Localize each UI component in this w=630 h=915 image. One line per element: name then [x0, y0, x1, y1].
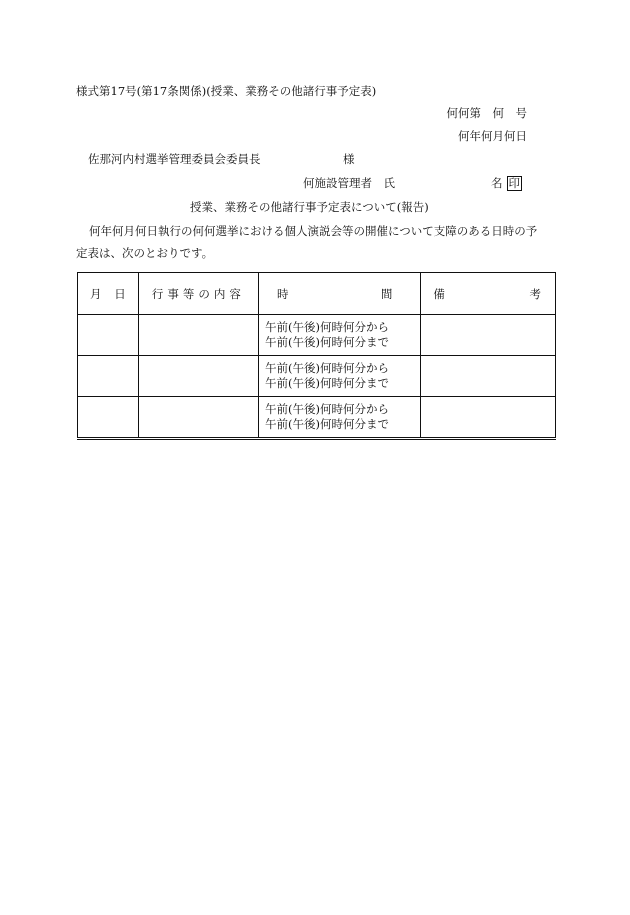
- table-row: [78, 356, 556, 397]
- subject-line: 授業、業務その他諸行事予定表について(報告): [190, 200, 429, 214]
- cell-remarks: [421, 397, 556, 439]
- header-time: 時 間: [259, 273, 421, 315]
- cell-date: [78, 397, 139, 439]
- sender-name-char: 名: [491, 176, 503, 190]
- cell-time: 午前(午後)何時何分から 午前(午後)何時何分まで: [259, 315, 421, 356]
- sender-title: 何施設管理者 氏: [303, 176, 395, 190]
- document-date: 何年何月何日: [458, 129, 527, 143]
- cell-date: [78, 356, 139, 397]
- table-row: [78, 315, 556, 356]
- cell-remarks: [421, 315, 556, 356]
- table-row: [78, 397, 556, 439]
- form-title: 様式第17号(第17条関係)(授業、業務その他諸行事予定表): [76, 84, 377, 98]
- seal-mark: 印: [508, 176, 520, 190]
- cell-content: [138, 356, 258, 397]
- cell-content: [138, 397, 258, 439]
- sender-name-seal: [491, 176, 522, 191]
- cell-remarks: [421, 356, 556, 397]
- document-number: 何何第 何 号: [446, 106, 527, 120]
- header-date: 月 日: [78, 273, 139, 315]
- cell-date: [78, 315, 139, 356]
- table-header-row: [78, 273, 556, 315]
- cell-content: [138, 315, 258, 356]
- cell-time: 午前(午後)何時何分から 午前(午後)何時何分まで: [259, 356, 421, 397]
- addressee-name: 佐那河内村選挙管理委員会委員長: [88, 152, 261, 166]
- cell-time: 午前(午後)何時何分から 午前(午後)何時何分まで: [259, 397, 421, 439]
- addressee-honorific: 様: [343, 152, 355, 166]
- schedule-table: [77, 272, 556, 440]
- body-text-line-2: 定表は、次のとおりです。: [76, 246, 214, 260]
- body-text-line-1: 何年何月何日執行の何何選挙における個人演説会等の開催について支障のある日時の予: [89, 224, 538, 238]
- header-remarks: 備 考: [421, 273, 556, 315]
- header-event-content: 行事等の内容: [138, 273, 258, 315]
